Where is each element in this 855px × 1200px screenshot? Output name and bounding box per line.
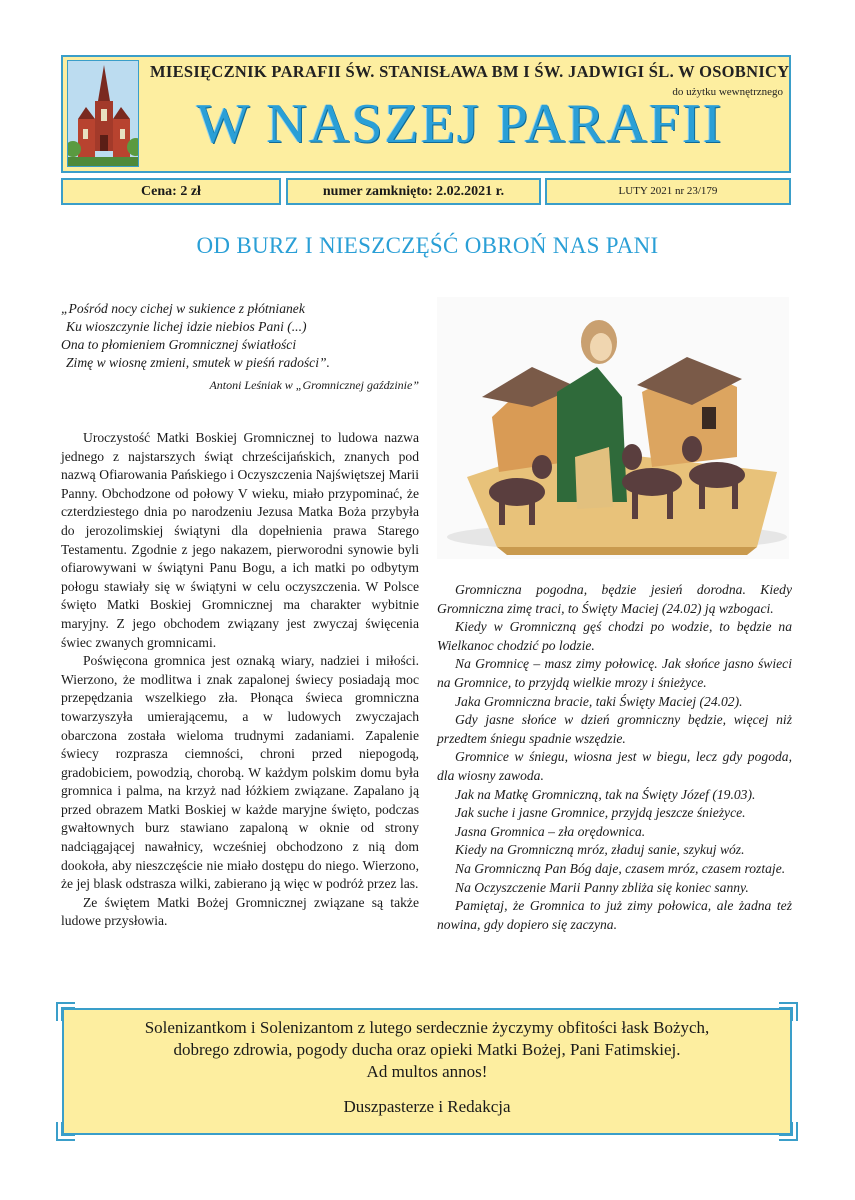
proverbs-column [437,581,792,934]
proverb: Pamiętaj, że Gromnica to już zimy połowica, ale żadna też nowina, gdy dopiero się zaczyna. [437,898,792,932]
proverb: Gromniczna pogodna, będzie jesień dorodna. Kiedy Gromniczna zimę traci, to Święty Maciej (24.02) ją wzbogaci. [437,582,792,616]
proverb: Jasna Gromnica – zła orędownica. [455,823,646,839]
poem-line: „Pośród nocy cichej w sukience z płótnianek [61,301,305,316]
closed-date-box [286,178,541,205]
proverb: Gdy jasne słońce w dzień gromniczny będzie, więcej niż przedtem śniegu spadnie wszędzie. [437,712,792,746]
poem-quote [61,300,426,372]
article-paragraph: Poświęcona gromnica jest oznaką wiary, nadziei i miłości. Wierzono, że modlitwa i znak zapalonej świecy posiadają moc przepędzania wszelkiego zła. Płonąca świeca gromniczna towarzyszyła umierającemu, a w ludowych zwyczajach obarczona została wieloma trudnymi zadaniami. Zapalenie świecy rozprasza ciemności, chroni przed niepogodą, gradobiciem, powodzią, chorobą. W każdym polskim domu była gromnica i palma, na krzyż nad łóżkiem związane. Zapalano ją przed obrazem Matki Boskiej w każde maryjne święto, podczas gwałtownych burz stawiano zapaloną w oknie od strony nadciągającej nawałnicy, wcześniej obchodzono z nią dom dookoła, aby nieszczęście nie miało dostępu do niego. Wierzono, że jej blask odstrasza wilki, zabierano ją więc w podróż przez las. [61,653,419,892]
figurine-photo [437,297,789,559]
proverb: Na Oczyszczenie Marii Panny zbliża się koniec sanny. [455,879,749,895]
proverb: Kiedy na Gromniczną mróz, zładuj sanie, szykuj wóz. [455,842,745,858]
proverb: Na Gromniczną Pan Bóg daje, czasem mróz, czasem roztaje. [455,860,786,876]
article-headline: OD BURZ I NIESZCZĘŚĆ OBROŃ NAS PANI [196,233,659,258]
price-box [61,178,281,205]
masthead-subtitle: MIESIĘCZNIK PARAFII ŚW. STANISŁAWA BM I ŚW. JADWIGI ŚL. W OSOBNICY [150,62,790,81]
greeting-line: Solenizantkom i Solenizantom z lutego serdecznie życzymy obfitości łask Bożych, [144,1018,710,1037]
poem-line: Ona to płomieniem Gromnicznej światłości [61,337,297,352]
article-paragraph: Ze świętem Matki Bożej Gromnicznej związane są także ludowe przysłowia. [61,894,419,929]
proverb: Jak suche i jasne Gromnice, przyjdą jeszcze śnieżyce. [455,805,746,821]
poem-line: Ku wioszczynie lichej idzie niebios Pani (...) [66,319,307,334]
issue-label: LUTY 2021 nr 23/179 [618,185,718,197]
poem-attribution: Antoni Leśniak w „Gromnicznej gaździnie” [209,378,419,392]
article-body-left [61,429,419,931]
internal-use-note: do użytku wewnętrznego [672,86,783,98]
poem-line: Zimę w wiosnę zmieni, smutek w pieśń radości”. [66,355,330,370]
article-paragraph: Uroczystość Matki Boskiej Gromnicznej to ludowa nazwa jednego z najstarszych świąt chrześcijańskich, znanych pod nazwą Ofiarowania Pańskiego i Oczyszczenia Najświętszej Marii Panny. Obchodzone od połowy V wieku, miało przypominać, że czterdziestego dnia po narodzeniu Jezusa Matka Boża przybyła do jerozolimskiej świątyni dla dopełnienia prawa Starego Testamentu. Zgodnie z jego nakazem, pierworodni synowie byli ofiarowywani w świątyni Panu Bogu, a ich matki po odbytym połogu stawiały się w świątyni w celu oczyszczenia. W Polsce święto Matki Boskiej Gromnicznej ma charakter wybitnie maryjny. Z jego obchodem związany jest zwyczaj święcenia świec zwanych gromnicami. [61,430,419,650]
proverb: Gromnice w śniegu, wiosna jest w biegu, lecz gdy pogoda, dla wiosny zawoda. [437,749,792,783]
greeting-line: dobrego zdrowia, pogody ducha oraz opieki Matki Bożej, Pani Fatimskiej. [173,1040,681,1059]
church-icon [67,60,139,167]
greeting-text [62,1017,792,1083]
price-label: Cena: 2 zł [141,184,201,199]
greeting-line: Ad multos annos! [366,1062,488,1081]
proverb: Jak na Matkę Gromniczną, tak na Święty Józef (19.03). [455,786,756,802]
closed-date-label: numer zamknięto: 2.02.2021 r. [322,184,505,199]
proverb: Na Gromnicę – masz zimy połowicę. Jak słońce jasno świeci na Gromnice, to przyjdą wielkie mrozy i śnieżyce. [437,656,792,690]
issue-box [545,178,791,205]
corner-ornament-icon [777,1120,799,1142]
newsletter-title: W NASZEJ PARAFII [196,93,724,155]
corner-ornament-icon [55,1120,77,1142]
proverb: Jaka Gromniczna bracie, taki Święty Maciej (24.02). [455,693,743,709]
greeting-signature: Duszpasterze i Redakcja [343,1097,511,1116]
proverb: Kiedy w Gromniczną gęś chodzi po wodzie, to będzie na Wielkanoc chodzić po lodzie. [437,619,792,653]
